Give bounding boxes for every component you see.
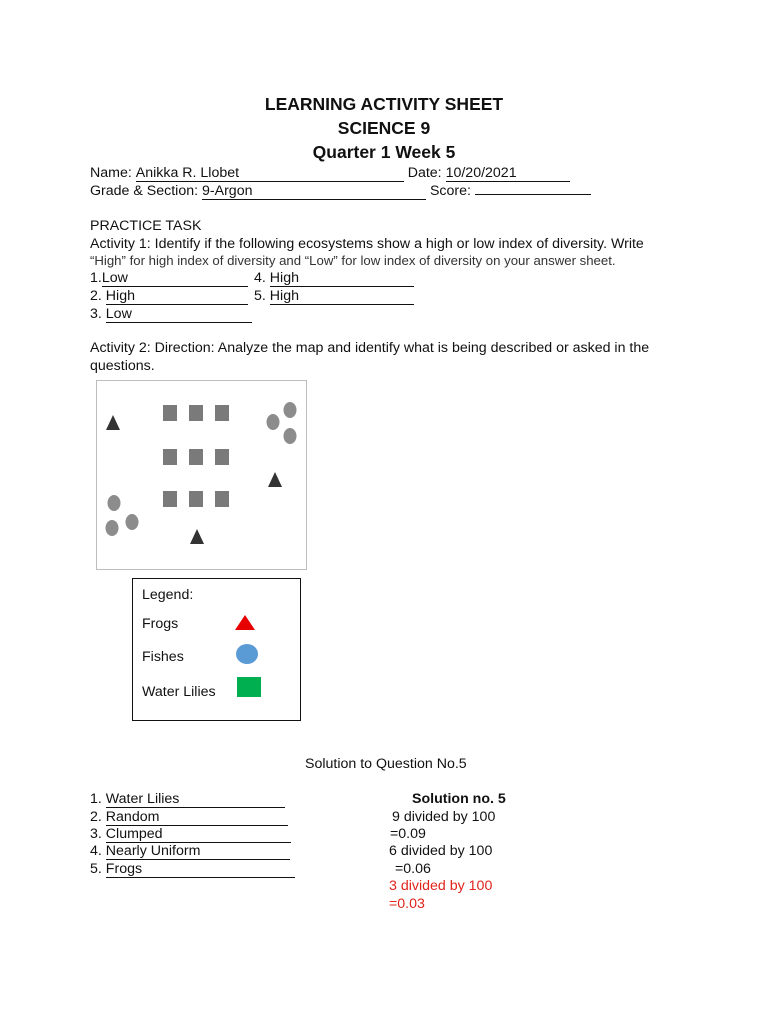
red-triangle-icon bbox=[234, 614, 256, 632]
triangle-icon bbox=[190, 529, 204, 544]
answer-2-field[interactable]: High bbox=[106, 289, 248, 305]
circle-icon bbox=[267, 414, 280, 430]
activity2-answer-1-field[interactable]: Water Lilies bbox=[106, 792, 285, 808]
date-label: Date: bbox=[407, 165, 442, 181]
name-field[interactable] bbox=[136, 166, 404, 182]
date-value: 10/20/2021 bbox=[445, 165, 517, 181]
square-icon bbox=[189, 405, 203, 421]
distribution-map bbox=[96, 380, 307, 570]
map-drawing bbox=[97, 381, 306, 569]
activity2-answer-3-field[interactable]: Clumped bbox=[106, 827, 291, 843]
subject-title: SCIENCE 9 bbox=[337, 118, 431, 138]
practice-heading: PRACTICE TASK bbox=[90, 218, 202, 234]
green-square-icon bbox=[237, 677, 261, 697]
grade-row bbox=[90, 183, 591, 200]
blue-circle-icon bbox=[235, 643, 259, 665]
activity2-answer-3: 3. Clumped bbox=[90, 826, 291, 843]
grade-label: Grade & Section: bbox=[90, 183, 199, 199]
activity1-instruction: Activity 1: Identify if the following ecosystems show a high or low index of diversity. Write bbox=[90, 236, 644, 252]
legend-water-lilies-label: Water Lilies bbox=[142, 684, 216, 700]
solution-line: =0.09 bbox=[390, 826, 426, 842]
answer-1: 1.Low bbox=[90, 270, 248, 287]
square-icon bbox=[163, 449, 177, 465]
solution-line: 6 divided by 100 bbox=[389, 843, 493, 859]
grade-value: 9-Argon bbox=[202, 183, 253, 199]
legend-fishes-label: Fishes bbox=[142, 649, 184, 665]
lily-markers bbox=[163, 405, 229, 507]
sheet-title: LEARNING ACTIVITY SHEET bbox=[264, 94, 504, 114]
activity2-answer-5-field[interactable]: Frogs bbox=[106, 862, 295, 878]
legend-frogs-label: Frogs bbox=[142, 616, 179, 632]
score-label: Score: bbox=[429, 183, 471, 199]
answer-4-field[interactable]: High bbox=[270, 271, 414, 287]
activity2-answer-4-field[interactable]: Nearly Uniform bbox=[106, 844, 290, 860]
activity2-answer-4: 4. Nearly Uniform bbox=[90, 843, 290, 860]
answer-3: 3. Low bbox=[90, 306, 252, 323]
fish-markers bbox=[106, 402, 297, 536]
circle-icon bbox=[108, 495, 121, 511]
answer-5-field[interactable]: High bbox=[270, 289, 414, 305]
map-legend bbox=[132, 578, 301, 721]
date-field[interactable] bbox=[446, 166, 570, 182]
square-icon bbox=[215, 405, 229, 421]
name-row bbox=[90, 165, 570, 182]
square-icon bbox=[163, 405, 177, 421]
triangle-icon bbox=[268, 472, 282, 487]
square-icon bbox=[215, 491, 229, 507]
score-field[interactable] bbox=[475, 194, 591, 195]
circle-icon bbox=[126, 514, 139, 530]
activity2-instruction-cont: questions. bbox=[90, 358, 155, 374]
quarter-title: Quarter 1 Week 5 bbox=[312, 142, 456, 162]
name-value: Anikka R. Llobet bbox=[135, 165, 240, 181]
activity2-answer-5: 5. Frogs bbox=[90, 861, 295, 878]
activity2-answer-2: 2. Random bbox=[90, 809, 288, 826]
circle-icon bbox=[106, 520, 119, 536]
activity1-instruction-cont: “High” for high index of diversity and “Low” for low index of diversity on your answer sheet. bbox=[90, 253, 616, 268]
answer-1-field[interactable]: Low bbox=[102, 271, 248, 287]
square-icon bbox=[189, 449, 203, 465]
answer-2: 2. High bbox=[90, 288, 248, 305]
activity2-instruction: Activity 2: Direction: Analyze the map and identify what is being described or asked in the bbox=[90, 340, 650, 356]
solution-question-heading: Solution to Question No.5 bbox=[305, 756, 467, 772]
solution-line-highlight: 3 divided by 100 bbox=[389, 878, 493, 894]
activity2-answer-2-field[interactable]: Random bbox=[106, 810, 288, 826]
square-icon bbox=[189, 491, 203, 507]
solution-heading: Solution no. 5 bbox=[412, 791, 506, 807]
activity2-answer-1: 1. Water Lilies bbox=[90, 791, 285, 808]
solution-line: =0.06 bbox=[395, 861, 431, 877]
circle-icon bbox=[284, 402, 297, 418]
triangle-icon bbox=[106, 415, 120, 430]
name-label: Name: bbox=[90, 165, 132, 181]
answer-5: 5. High bbox=[254, 288, 414, 305]
grade-field[interactable] bbox=[202, 184, 426, 200]
solution-line-highlight: =0.03 bbox=[389, 896, 425, 912]
solution-line: 9 divided by 100 bbox=[392, 809, 496, 825]
legend-title: Legend: bbox=[142, 587, 194, 603]
answer-3-field[interactable]: Low bbox=[106, 307, 252, 323]
square-icon bbox=[215, 449, 229, 465]
square-icon bbox=[163, 491, 177, 507]
answer-4: 4. High bbox=[254, 270, 414, 287]
circle-icon bbox=[284, 428, 297, 444]
